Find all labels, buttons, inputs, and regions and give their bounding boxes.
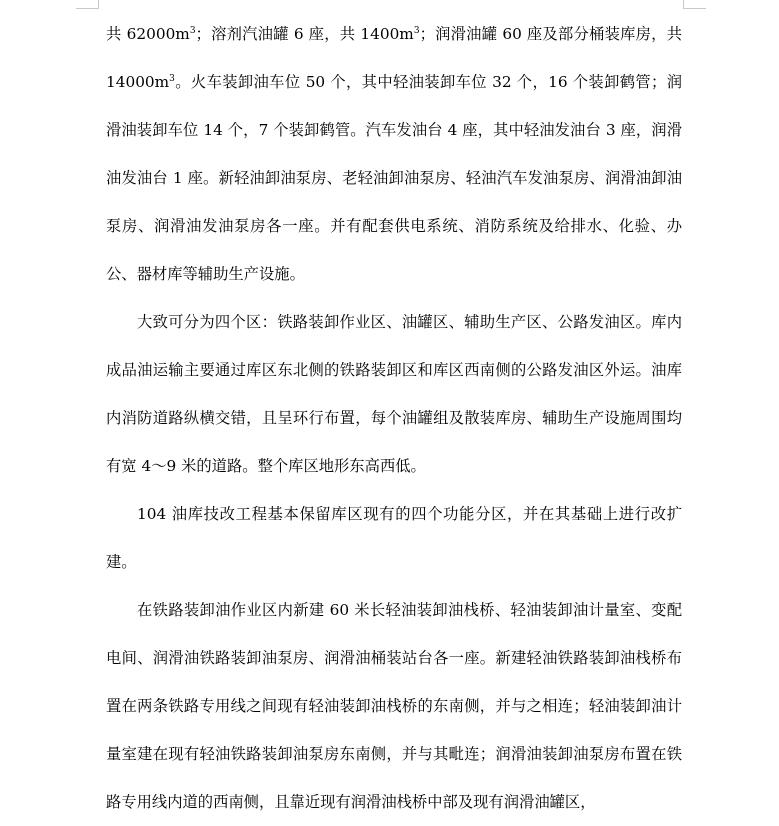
page-corner-mark-right [683,0,706,9]
superscript-3: 3 [413,25,420,36]
paragraph-storage-summary [106,10,682,298]
text-segment: 。火车装卸油车位 50 个，其中轻油装卸车位 32 个，16 个装卸鹤管；润滑油装卸车位 14 个，7 个装卸鹤管。汽车发油台 4 座，其中轻油发油台 3 座，润滑油发油台 1 座。新轻油卸油泵房、老轻油卸油泵房、轻油汽车发油泵房、润滑油卸油泵房、润滑油发油泵房各一座。并有配套供电系统、消防系统及给排水、化验、办公、器材库等辅助生产设施。 [106,73,682,283]
superscript-3: 3 [169,73,175,84]
paragraph-renovation-scope: 104 油库技改工程基本保留库区现有的四个功能分区，并在其基础上进行改扩建。 [106,505,682,571]
superscript-3: 3 [189,25,196,36]
document-body [106,10,682,826]
paragraph-zones: 大致可分为四个区：铁路装卸作业区、油罐区、辅助生产区、公路发油区。库内成品油运输主要通过库区东北侧的铁路装卸区和库区西南侧的公路发油区外运。油库内消防道路纵横交错，且呈环行布置，每个油罐组及散装库房、辅助生产设施周围均有宽 4～9 米的道路。整个库区地形东高西低。 [106,313,682,475]
text-segment: ；润滑油罐 60 座及部分桶装库房，共 14000m [106,25,682,91]
page-corner-mark-left [76,0,99,9]
paragraph-railway-construction: 在铁路装卸油作业区内新建 60 米长轻油装卸油栈桥、轻油装卸油计量室、变配电间、润滑油铁路装卸油泵房、润滑油桶装站台各一座。新建轻油铁路装卸油栈桥布置在两条铁路专用线之间现有轻油装卸油栈桥的东南侧，并与之相连；轻油装卸油计量室建在现有轻油铁路装卸油泵房东南侧，并与其毗连；润滑油装卸油泵房布置在铁路专用线内道的西南侧，且靠近现有润滑油栈桥中部及现有润滑油罐区， [106,601,682,811]
text-segment: ；溶剂汽油罐 6 座，共 1400m [195,25,414,43]
text-segment: 共 62000m [106,25,190,43]
